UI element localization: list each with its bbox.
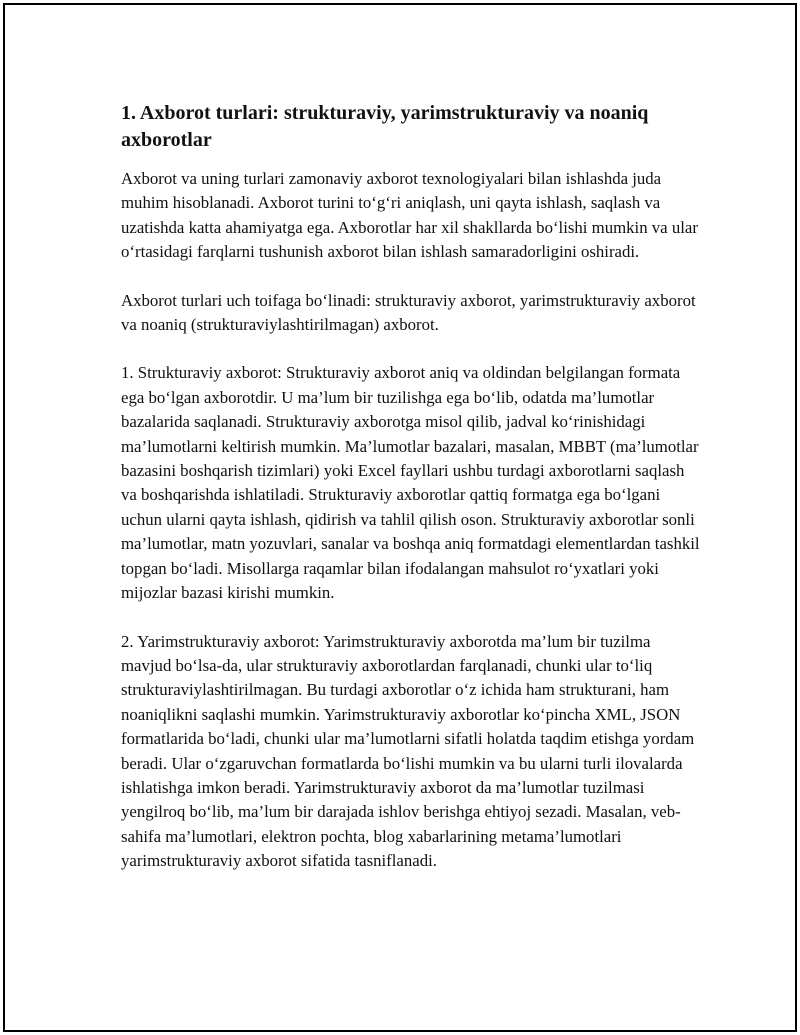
document-title: 1. Axborot turlari: strukturaviy, yarimstrukturaviy va noaniq axborotlar — [121, 102, 649, 151]
paragraph-structured: 1. Strukturaviy axborot: Strukturaviy axborot aniq va oldindan belgilangan formata ega bo‘lgan axborotdir. U ma’lum bir tuzilishga ega bo‘lib, odatda ma’lumotlar bazalarida saqlanadi. Strukturaviy axborotga misol qilib, jadval ko‘rinishidagi ma’lumotlarni keltirish mumkin. Ma’lumotlar bazalari, masalan, MBBT (ma’lumotlar bazasini boshqarish tizimlari) yoki Excel fayllari ushbu turdagi axborotlarni saqlash va boshqarishda ishlatiladi. Strukturaviy axborotlar qattiq formatga ega bo‘lgani uchun ularni qayta ishlash, qidirish va tahlil qilish oson. Strukturaviy axborotlar sonli ma’lumotlar, matn yozuvlari, sanalar va boshqa aniq formatdagi elementlardan tashkil topgan bo‘ladi. Misollarga raqamlar bilan ifodalangan mahsulot ro‘yxatlari yoki mijozlar bazasi kirishi mumkin. — [121, 363, 700, 603]
paragraph-semistructured: 2. Yarimstrukturaviy axborot: Yarimstrukturaviy axborotda ma’lum bir tuzilma mavjud bo‘lsa-da, ular strukturaviy axborotlardan farqlanadi, chunki ular to‘liq strukturaviylashtirilmagan. Bu turdagi axborotlar o‘z ichida ham strukturani, ham noaniqlikni saqlashi mumkin. Yarimstrukturaviy axborotlar ko‘pincha XML, JSON formatlarida bo‘ladi, chunki ular ma’lumotlarni sifatli holatda taqdim etishga yordam beradi. Ular o‘zgaruvchan formatlarda bo‘lishi mumkin va bu ularni turli ilovalarda ishlatishga imkon beradi. Yarimstrukturaviy axborot da ma’lumotlar tuzilmasi yengilroq bo‘lib, ma’lum bir darajada ishlov berishga ehtiyoj sezadi. Masalan, veb-sahifa ma’lumotlari, elektron pochta, blog xabarlarining metama’lumotlari yarimstrukturaviy axborot sifatida tasniflanadi. — [121, 631, 695, 871]
paragraph-intro: Axborot va uning turlari zamonaviy axborot texnologiyalari bilan ishlashda juda muhim hisoblanadi. Axborot turini to‘g‘ri aniqlash, uni qayta ishlash, saqlash va uzatishda katta ahamiyatga ega. Axborotlar har xil shakllarda bo‘lishi mumkin va ular o‘rtasidagi farqlarni tushunish axborot bilan ishlash samaradorligini oshiradi. — [121, 169, 698, 262]
paragraph-categories: Axborot turlari uch toifaga bo‘linadi: strukturaviy axborot, yarimstrukturaviy axborot va noaniq (strukturaviylashtirilmagan) axborot. — [121, 290, 696, 335]
page-frame — [3, 3, 797, 1032]
document-body — [121, 100, 701, 898]
